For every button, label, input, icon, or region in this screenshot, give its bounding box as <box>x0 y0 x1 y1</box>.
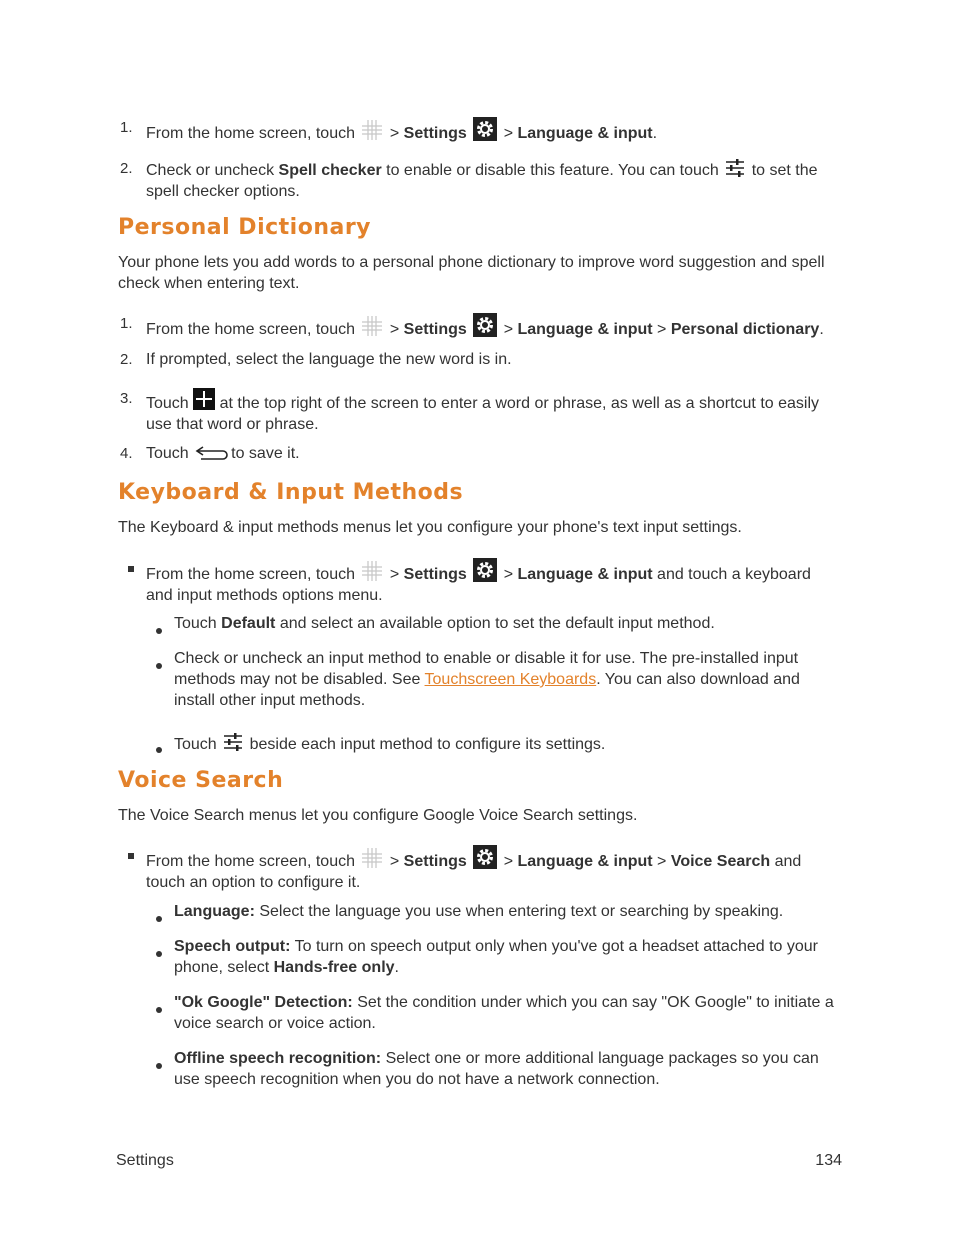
bullet-dot <box>156 1063 162 1069</box>
section-intro: The Voice Search menus let you configure Google Voice Search settings. <box>118 807 638 824</box>
step-1: From the home screen, touch > Settings > Language & input. <box>146 117 842 144</box>
sub-bullet: Speech output: To turn on speech output only when you've got a headset attached to your phone, select Hands-free only. <box>174 938 819 976</box>
page-number: 134 <box>815 1152 842 1169</box>
step-number: 2. <box>120 351 133 368</box>
gear-icon <box>473 558 497 582</box>
step-4: Touch to save it. <box>146 445 300 462</box>
sub-bullet: Language: Select the language you use when entering text or searching by speaking. <box>174 903 784 920</box>
touchscreen-keyboards-link[interactable]: Touchscreen Keyboards <box>424 671 597 688</box>
section-heading-keyboard-input-methods: Keyboard & Input Methods <box>118 480 464 505</box>
apps-grid-icon <box>361 847 383 869</box>
bullet-main: From the home screen, touch > Settings > Language & input and touch a keyboard and input methods options menu. <box>146 558 842 606</box>
step-1: From the home screen, touch > Settings > Language & input > Personal dictionary. <box>146 313 854 340</box>
step-number: 3. <box>120 390 133 407</box>
bullet-square <box>128 853 134 859</box>
sliders-icon <box>223 732 243 752</box>
sliders-icon <box>725 158 745 178</box>
step-number: 1. <box>120 315 133 332</box>
bullet-dot <box>156 747 162 753</box>
step-number: 1. <box>120 119 133 136</box>
section-heading-personal-dictionary: Personal Dictionary <box>118 215 372 240</box>
section-heading-voice-search: Voice Search <box>118 768 284 793</box>
back-arrow-icon <box>195 444 229 460</box>
sub-bullet: "Ok Google" Detection: Set the condition under which you can say "OK Google" to initiate a voice search or voice action. <box>174 994 834 1032</box>
bullet-main: From the home screen, touch > Settings > Language & input > Voice Search and touch an option to configure it. <box>146 845 842 893</box>
section-intro: The Keyboard & input methods menus let you configure your phone's text input settings. <box>118 519 742 536</box>
bullet-dot <box>156 916 162 922</box>
step-2: If prompted, select the language the new word is in. <box>146 351 512 368</box>
bullet-dot <box>156 663 162 669</box>
plus-icon <box>193 388 215 410</box>
section-intro: Your phone lets you add words to a personal phone dictionary to improve word suggestion and spell check when entering text. <box>118 254 825 292</box>
apps-grid-icon <box>361 119 383 141</box>
gear-icon <box>473 313 497 337</box>
footer-section-name: Settings <box>116 1152 174 1169</box>
sub-bullet: Touch beside each input method to configure its settings. <box>174 732 842 755</box>
gear-icon <box>473 117 497 141</box>
gear-icon <box>473 845 497 869</box>
step-2: Check or uncheck Spell checker to enable or disable this feature. You can touch to set the spell checker options. <box>146 158 842 202</box>
apps-grid-icon <box>361 315 383 337</box>
apps-grid-icon <box>361 560 383 582</box>
sub-bullet: Offline speech recognition: Select one or more additional language packages so you can use speech recognition when you do not have a network connection. <box>174 1050 819 1088</box>
bullet-dot <box>156 628 162 634</box>
bullet-dot <box>156 951 162 957</box>
sub-bullet: Touch Default and select an available option to set the default input method. <box>174 615 715 632</box>
step-3: Touch at the top right of the screen to enter a word or phrase, as well as a shortcut to easily use that word or phrase. <box>146 388 842 435</box>
bullet-dot <box>156 1007 162 1013</box>
sub-bullet: Check or uncheck an input method to enable or disable it for use. The pre-installed input methods may not be disabled. See Touchscreen Keyboards. You can also download and install other input methods. <box>174 650 800 709</box>
step-number: 4. <box>120 445 133 462</box>
step-number: 2. <box>120 160 133 177</box>
bullet-square <box>128 566 134 572</box>
